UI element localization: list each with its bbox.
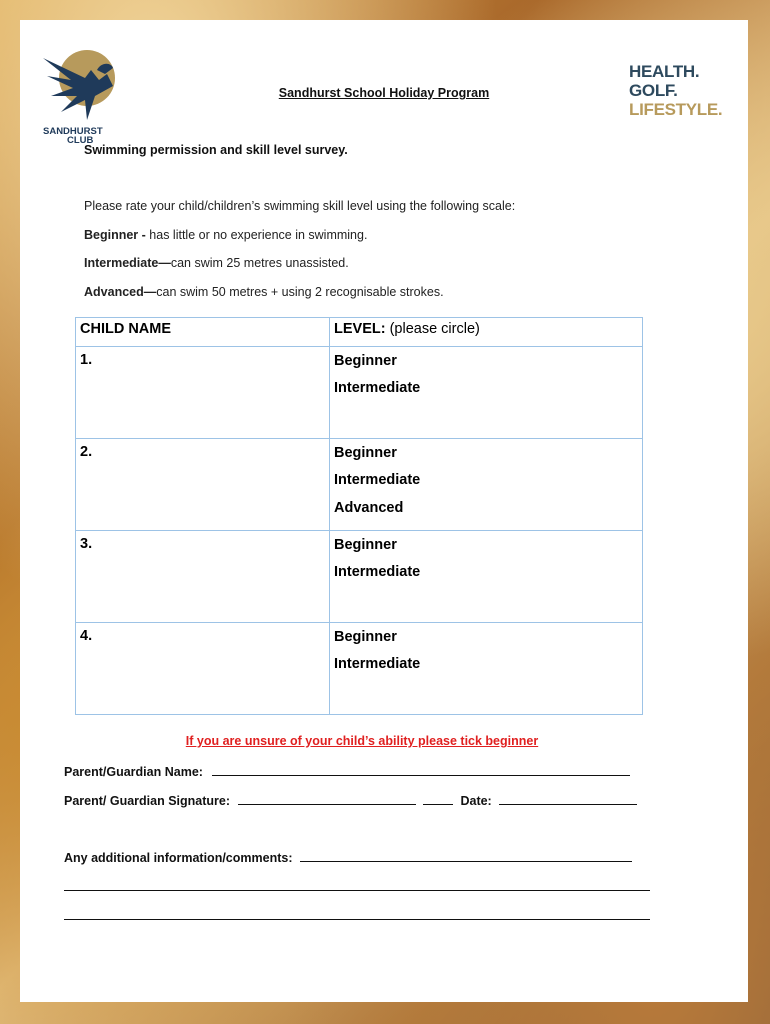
scale-desc: can swim 50 metres + using 2 recognisable strokes.	[156, 285, 444, 299]
child-name-cell[interactable]	[76, 531, 330, 623]
form-page	[20, 20, 748, 1002]
scale-advanced	[84, 285, 444, 299]
scale-term: Beginner -	[84, 228, 146, 242]
table-row	[76, 531, 643, 623]
page-title: Sandhurst School Holiday Program	[278, 86, 490, 100]
header-level	[330, 318, 643, 347]
parent-name-field	[64, 763, 630, 779]
row-number: 3.	[80, 536, 93, 552]
comments-field	[64, 849, 632, 865]
page-subtitle: Swimming permission and skill level survey.	[84, 143, 348, 157]
date-label: Date:	[460, 794, 492, 808]
level-option[interactable]: Beginner	[334, 353, 397, 369]
comments-label: Any additional information/comments:	[64, 851, 293, 865]
level-cell	[330, 623, 643, 715]
level-option[interactable]: Advanced	[334, 500, 404, 516]
logo-sub: CLUB	[67, 135, 94, 146]
table-header-row	[76, 318, 643, 347]
header-child-name: CHILD NAME	[76, 318, 330, 347]
skill-level-table	[75, 317, 643, 715]
level-cell	[330, 347, 643, 439]
signature-input-extra[interactable]	[423, 792, 453, 805]
scale-desc: has little or no experience in swimming.	[145, 228, 368, 242]
table-row	[76, 347, 643, 439]
child-name-cell[interactable]	[76, 623, 330, 715]
parent-name-input[interactable]	[212, 763, 630, 776]
logo-right-line2: GOLF.	[629, 81, 678, 100]
logo-right-line1: HEALTH.	[629, 62, 700, 81]
scale-desc: can swim 25 metres unassisted.	[170, 256, 349, 270]
child-name-cell[interactable]	[76, 439, 330, 531]
comments-line-3[interactable]	[64, 919, 650, 920]
logo-name: SANDHURST	[43, 126, 103, 137]
scale-intermediate	[84, 256, 349, 270]
level-option[interactable]: Intermediate	[334, 472, 421, 488]
row-number: 2.	[80, 444, 93, 460]
date-input[interactable]	[499, 792, 637, 805]
level-option[interactable]: Intermediate	[334, 564, 421, 580]
level-option[interactable]: Beginner	[334, 629, 397, 645]
intro-text: Please rate your child/children’s swimming skill level using the following scale:	[84, 199, 516, 213]
level-option[interactable]: Intermediate	[334, 380, 421, 396]
row-number: 4.	[80, 628, 93, 644]
parent-name-label: Parent/Guardian Name:	[64, 765, 203, 779]
child-name-cell[interactable]	[76, 347, 330, 439]
beginner-note: If you are unsure of your child’s ability please tick beginner	[185, 734, 539, 748]
table-row	[76, 439, 643, 531]
signature-label: Parent/ Guardian Signature:	[64, 794, 231, 808]
scale-term: Intermediate—	[84, 256, 171, 270]
comments-line-2[interactable]	[64, 890, 650, 891]
signature-field	[64, 792, 637, 808]
level-cell	[330, 531, 643, 623]
header-level-note: (please circle)	[385, 321, 480, 337]
level-option[interactable]: Beginner	[334, 537, 397, 553]
scale-beginner	[84, 228, 367, 242]
logo-right-line3: LIFESTYLE.	[629, 100, 723, 119]
level-cell	[330, 439, 643, 531]
row-number: 1.	[80, 352, 93, 368]
level-option[interactable]: Intermediate	[334, 656, 421, 672]
comments-input[interactable]	[300, 849, 632, 862]
header-level-label: LEVEL:	[334, 321, 386, 337]
signature-input[interactable]	[238, 792, 416, 805]
table-row	[76, 623, 643, 715]
scale-term: Advanced—	[84, 285, 157, 299]
level-option[interactable]: Beginner	[334, 445, 397, 461]
